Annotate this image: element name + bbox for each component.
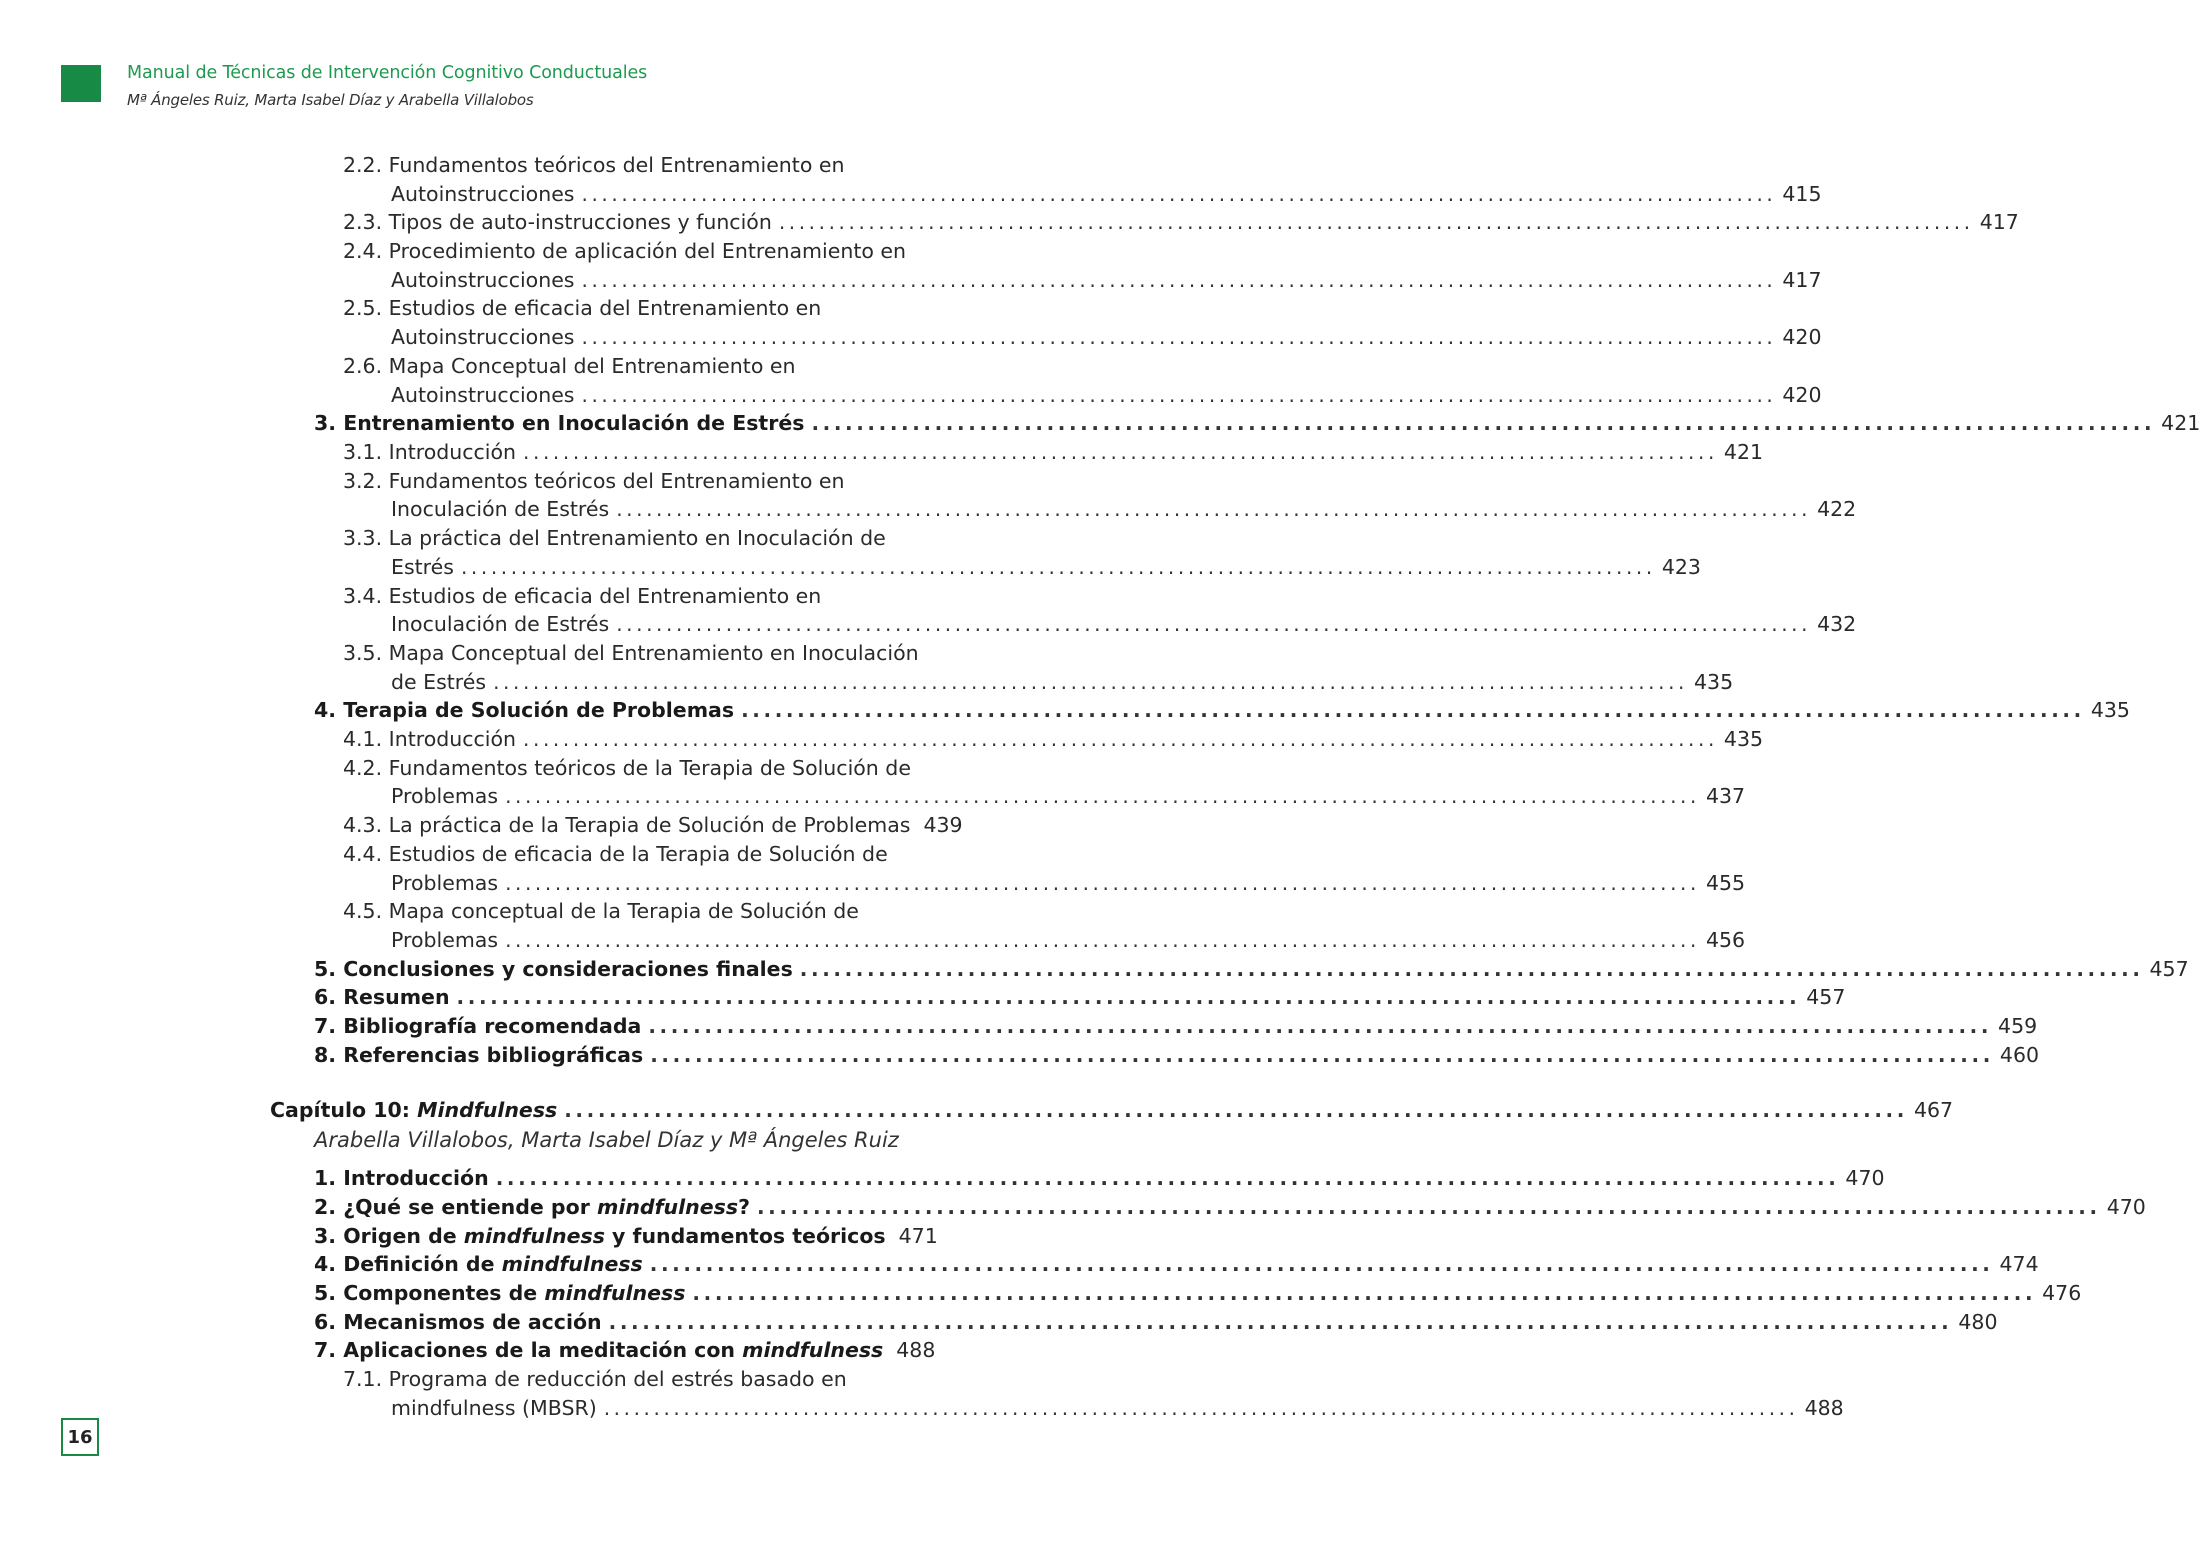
toc-entry <box>314 1308 1998 1336</box>
toc-page-number: 471 <box>898 1224 938 1248</box>
green-square-logo <box>61 65 101 102</box>
toc-entry-title: Estudios de eficacia del Entrenamiento en <box>388 296 822 320</box>
toc-page-number: 437 <box>1705 784 1746 808</box>
toc-page-number: 415 <box>1782 182 1822 206</box>
toc-entry-title: Autoinstrucciones <box>391 383 575 407</box>
toc-entry-number: 4. <box>314 698 337 722</box>
toc-page-number: 488 <box>1804 1396 1844 1420</box>
toc-page-number: 421 <box>2161 411 2200 435</box>
toc-entry-number: 3.3. <box>343 526 383 550</box>
toc-leader-dots: ........................................................................................................................ <box>811 411 2156 435</box>
toc-leader-dots: ........................................................................................................................ <box>581 325 1777 349</box>
toc-entry-number: 5. <box>314 957 337 981</box>
toc-entry <box>343 237 959 265</box>
toc-entry-number: 3.5. <box>343 641 383 665</box>
toc-entry-title: de Estrés <box>391 670 487 694</box>
toc-leader-dots: ........................................................................................................................ <box>581 182 1777 206</box>
toc-entry-title: Fundamentos teóricos de la Terapia de Solución de <box>388 756 911 780</box>
toc-page-number: 432 <box>1817 612 1857 636</box>
toc-entry <box>343 438 1764 466</box>
toc-page-number: 456 <box>1705 928 1746 952</box>
toc-entry <box>314 1222 938 1250</box>
toc-leader-dots: ........................................................................................................................ <box>616 612 1812 636</box>
toc-entry <box>391 180 1822 208</box>
chapter-authors: Arabella Villalobos, Marta Isabel Díaz y Mª Ángeles Ruiz <box>314 1128 899 1152</box>
toc-entry-number: 3. <box>314 1224 337 1248</box>
toc-entry <box>314 1041 2040 1069</box>
book-authors: Mª Ángeles Ruiz, Marta Isabel Díaz y Arabella Villalobos <box>127 91 534 109</box>
toc-entry-title: mindfulness (MBSR) <box>391 1396 597 1420</box>
toc-leader-dots: ........................................................................................................................ <box>505 784 1700 808</box>
toc-entry-number: 3.1. <box>343 440 383 464</box>
toc-leader-dots: ........................................................................................................................ <box>603 1396 1799 1420</box>
toc-entry-title: Estudios de eficacia de la Terapia de Solución de <box>388 842 888 866</box>
toc-entry-title: Mindfulness <box>417 1098 558 1122</box>
toc-entry-title: Problemas <box>391 928 499 952</box>
toc-leader-dots: ........................................................................................................................ <box>505 871 1700 895</box>
toc-page-number: 420 <box>1782 383 1822 407</box>
toc-entry <box>343 151 959 179</box>
toc-entry <box>343 582 959 610</box>
toc-entry-number: 2. <box>314 1195 337 1219</box>
toc-page-number: 422 <box>1817 497 1857 521</box>
toc-entry-number: 7. <box>314 1014 337 1038</box>
toc-entry <box>314 696 2130 724</box>
toc-entry <box>391 495 1857 523</box>
toc-entry-title: Referencias bibliográficas <box>343 1043 644 1067</box>
toc-chapter-heading <box>270 1096 1954 1124</box>
toc-leader-dots: ........................................................................................................................ <box>493 670 1688 694</box>
toc-leader-dots: ........................................................................................................................ <box>756 1195 2101 1219</box>
toc-entry <box>391 381 1822 409</box>
toc-page-number: 470 <box>1845 1166 1885 1190</box>
toc-entry <box>391 782 1746 810</box>
toc-entry <box>391 610 1857 638</box>
toc-entry-title: Definición de mindfulness <box>343 1252 643 1276</box>
toc-page-number: 421 <box>1723 440 1764 464</box>
toc-entry <box>391 668 1734 696</box>
toc-page-number: 420 <box>1782 325 1822 349</box>
toc-entry-title: Inoculación de Estrés <box>391 612 610 636</box>
toc-page-number: 435 <box>1693 670 1734 694</box>
toc-entry-number: 6. <box>314 985 337 1009</box>
toc-leader-dots: ........................................................................................................................ <box>741 698 2085 722</box>
toc-page-number: 417 <box>1979 210 2019 234</box>
toc-entry-number: 6. <box>314 1310 337 1334</box>
toc-leader-dots: ........................................................................................................................ <box>649 1252 1994 1276</box>
toc-entry-number: 4.3. <box>343 813 383 837</box>
toc-entry-title: Fundamentos teóricos del Entrenamiento en <box>388 153 845 177</box>
toc-entry-title: Introducción <box>343 1166 489 1190</box>
toc-page-number: 423 <box>1661 555 1701 579</box>
toc-entry-title: La práctica del Entrenamiento en Inoculación de <box>388 526 886 550</box>
toc-entry-number: 4.5. <box>343 899 383 923</box>
toc-entry <box>391 926 1746 954</box>
toc-entry-number: 4.1. <box>343 727 383 751</box>
toc-entry-title: Autoinstrucciones <box>391 182 575 206</box>
toc-entry-title: Bibliografía recomendada <box>343 1014 642 1038</box>
toc-leader-dots: ........................................................................................................................ <box>581 383 1777 407</box>
toc-entry-number: 4.4. <box>343 842 383 866</box>
toc-leader-dots: ........................................................................................................................ <box>523 727 1718 751</box>
toc-entry <box>343 897 959 925</box>
toc-entry-title: Estrés <box>391 555 454 579</box>
toc-entry-title: Mecanismos de acción <box>343 1310 602 1334</box>
toc-entry <box>391 323 1822 351</box>
toc-leader-dots: ........................................................................................................................ <box>505 928 1700 952</box>
toc-entry <box>391 553 1701 581</box>
toc-entry-number: 2.6. <box>343 354 383 378</box>
toc-leader-dots: ........................................................................................................................ <box>460 555 1656 579</box>
toc-entry-number: 3.4. <box>343 584 383 608</box>
toc-entry <box>314 955 2189 983</box>
toc-page-number: 460 <box>1999 1043 2040 1067</box>
toc-entry-title: Problemas <box>391 871 499 895</box>
toc-entry-number: 3. <box>314 411 337 435</box>
toc-page-number: 417 <box>1782 268 1822 292</box>
toc-leader-dots: ........................................................................................................................ <box>581 268 1777 292</box>
toc-leader-dots: ........................................................................................................................ <box>692 1281 2037 1305</box>
toc-entry <box>314 1012 2038 1040</box>
toc-entry-title: Mapa Conceptual del Entrenamiento en <box>388 354 796 378</box>
toc-entry <box>343 754 959 782</box>
toc-page-number: 439 <box>923 813 963 837</box>
toc-page-number: 455 <box>1705 871 1746 895</box>
toc-entry-number: 5. <box>314 1281 337 1305</box>
toc-page-number: 470 <box>2106 1195 2146 1219</box>
toc-entry-title: Mapa Conceptual del Entrenamiento en Inoculación <box>388 641 919 665</box>
toc-page-number: 474 <box>1999 1252 2039 1276</box>
toc-leader-dots: ........................................................................................................................ <box>608 1310 1953 1334</box>
toc-entry <box>314 1336 936 1364</box>
toc-entry <box>343 294 959 322</box>
toc-page-number: 467 <box>1913 1098 1954 1122</box>
toc-entry <box>314 1250 2039 1278</box>
toc-entry-title: Componentes de mindfulness <box>343 1281 686 1305</box>
toc-leader-dots: ........................................................................................................................ <box>495 1166 1840 1190</box>
toc-leader-dots: ........................................................................................................................ <box>648 1014 1993 1038</box>
toc-page-number: 476 <box>2042 1281 2082 1305</box>
toc-entry <box>343 840 959 868</box>
toc-entry <box>343 725 1764 753</box>
toc-entry-number: 3.2. <box>343 469 383 493</box>
toc-entry-number: 2.3. <box>343 210 383 234</box>
toc-page-number: 488 <box>896 1338 936 1362</box>
toc-entry-number: 4.2. <box>343 756 383 780</box>
toc-entry-title: Terapia de Solución de Problemas <box>343 698 735 722</box>
toc-entry <box>343 467 959 495</box>
toc-entry-title: ¿Qué se entiende por mindfulness? <box>343 1195 750 1219</box>
toc-leader-dots: ........................................................................................................................ <box>523 440 1718 464</box>
toc-entry <box>314 1164 1885 1192</box>
toc-entry <box>343 352 959 380</box>
toc-entry-number: 1. <box>314 1166 337 1190</box>
toc-entry <box>343 208 2019 236</box>
toc-entry-title: Procedimiento de aplicación del Entrenamiento en <box>388 239 907 263</box>
toc-entry-title: La práctica de la Terapia de Solución de Problemas <box>388 813 911 837</box>
toc-entry-number: 2.5. <box>343 296 383 320</box>
toc-entry-title: Aplicaciones de la meditación con mindfulness <box>343 1338 884 1362</box>
toc-leader-dots: ........................................................................................................................ <box>616 497 1812 521</box>
toc-entry-title: Mapa conceptual de la Terapia de Solución de <box>388 899 859 923</box>
toc-entry-number: 7.1. <box>343 1367 383 1391</box>
toc-entry-title: Autoinstrucciones <box>391 268 575 292</box>
toc-entry-number: 2.2. <box>343 153 383 177</box>
toc-entry <box>314 1193 2146 1221</box>
toc-entry <box>314 983 1846 1011</box>
toc-leader-dots: ........................................................................................................................ <box>564 1098 1908 1122</box>
toc-entry-title: Fundamentos teóricos del Entrenamiento en <box>388 469 845 493</box>
book-title: Manual de Técnicas de Intervención Cognitivo Conductuales <box>127 63 648 83</box>
toc-entry <box>391 1394 1844 1422</box>
toc-entry <box>391 266 1822 294</box>
toc-entry <box>343 639 959 667</box>
toc-entry <box>391 869 1746 897</box>
toc-entry-number: Capítulo 10: <box>270 1098 410 1122</box>
toc-entry <box>314 1279 2082 1307</box>
toc-leader-dots: ........................................................................................................................ <box>456 985 1801 1009</box>
toc-leader-dots: ........................................................................................................................ <box>799 957 2144 981</box>
toc-entry-title: Inoculación de Estrés <box>391 497 610 521</box>
toc-leader-dots: ........................................................................................................................ <box>778 210 1974 234</box>
toc-entry-title: Estudios de eficacia del Entrenamiento en <box>388 584 822 608</box>
toc-entry-title: Origen de mindfulness y fundamentos teóricos <box>343 1224 886 1248</box>
toc-entry-title: Problemas <box>391 784 499 808</box>
toc-page-number: 480 <box>1958 1310 1998 1334</box>
toc-page-number: 457 <box>1806 985 1846 1009</box>
toc-entry <box>314 409 2200 437</box>
toc-page-number: 435 <box>1723 727 1764 751</box>
toc-page-number: 459 <box>1998 1014 2038 1038</box>
toc-entry-title: Entrenamiento en Inoculación de Estrés <box>343 411 805 435</box>
toc-entry-title: Programa de reducción del estrés basado en <box>388 1367 847 1391</box>
toc-entry-number: 8. <box>314 1043 337 1067</box>
toc-entry <box>343 524 959 552</box>
toc-entry-title: Introducción <box>388 440 517 464</box>
toc-entry-title: Resumen <box>343 985 450 1009</box>
toc-page-number: 435 <box>2090 698 2130 722</box>
toc-entry-title: Tipos de auto-instrucciones y función <box>388 210 772 234</box>
toc-entry-number: 2.4. <box>343 239 383 263</box>
toc-entry-number: 7. <box>314 1338 337 1362</box>
toc-entry-title: Conclusiones y consideraciones finales <box>343 957 793 981</box>
toc-entry <box>343 811 963 839</box>
toc-entry <box>343 1365 959 1393</box>
page-number: 16 <box>61 1418 99 1456</box>
toc-entry-number: 4. <box>314 1252 337 1276</box>
toc-entry-title: Introducción <box>388 727 517 751</box>
toc-entry-title: Autoinstrucciones <box>391 325 575 349</box>
toc-page-number: 457 <box>2149 957 2189 981</box>
toc-leader-dots: ........................................................................................................................ <box>650 1043 1994 1067</box>
